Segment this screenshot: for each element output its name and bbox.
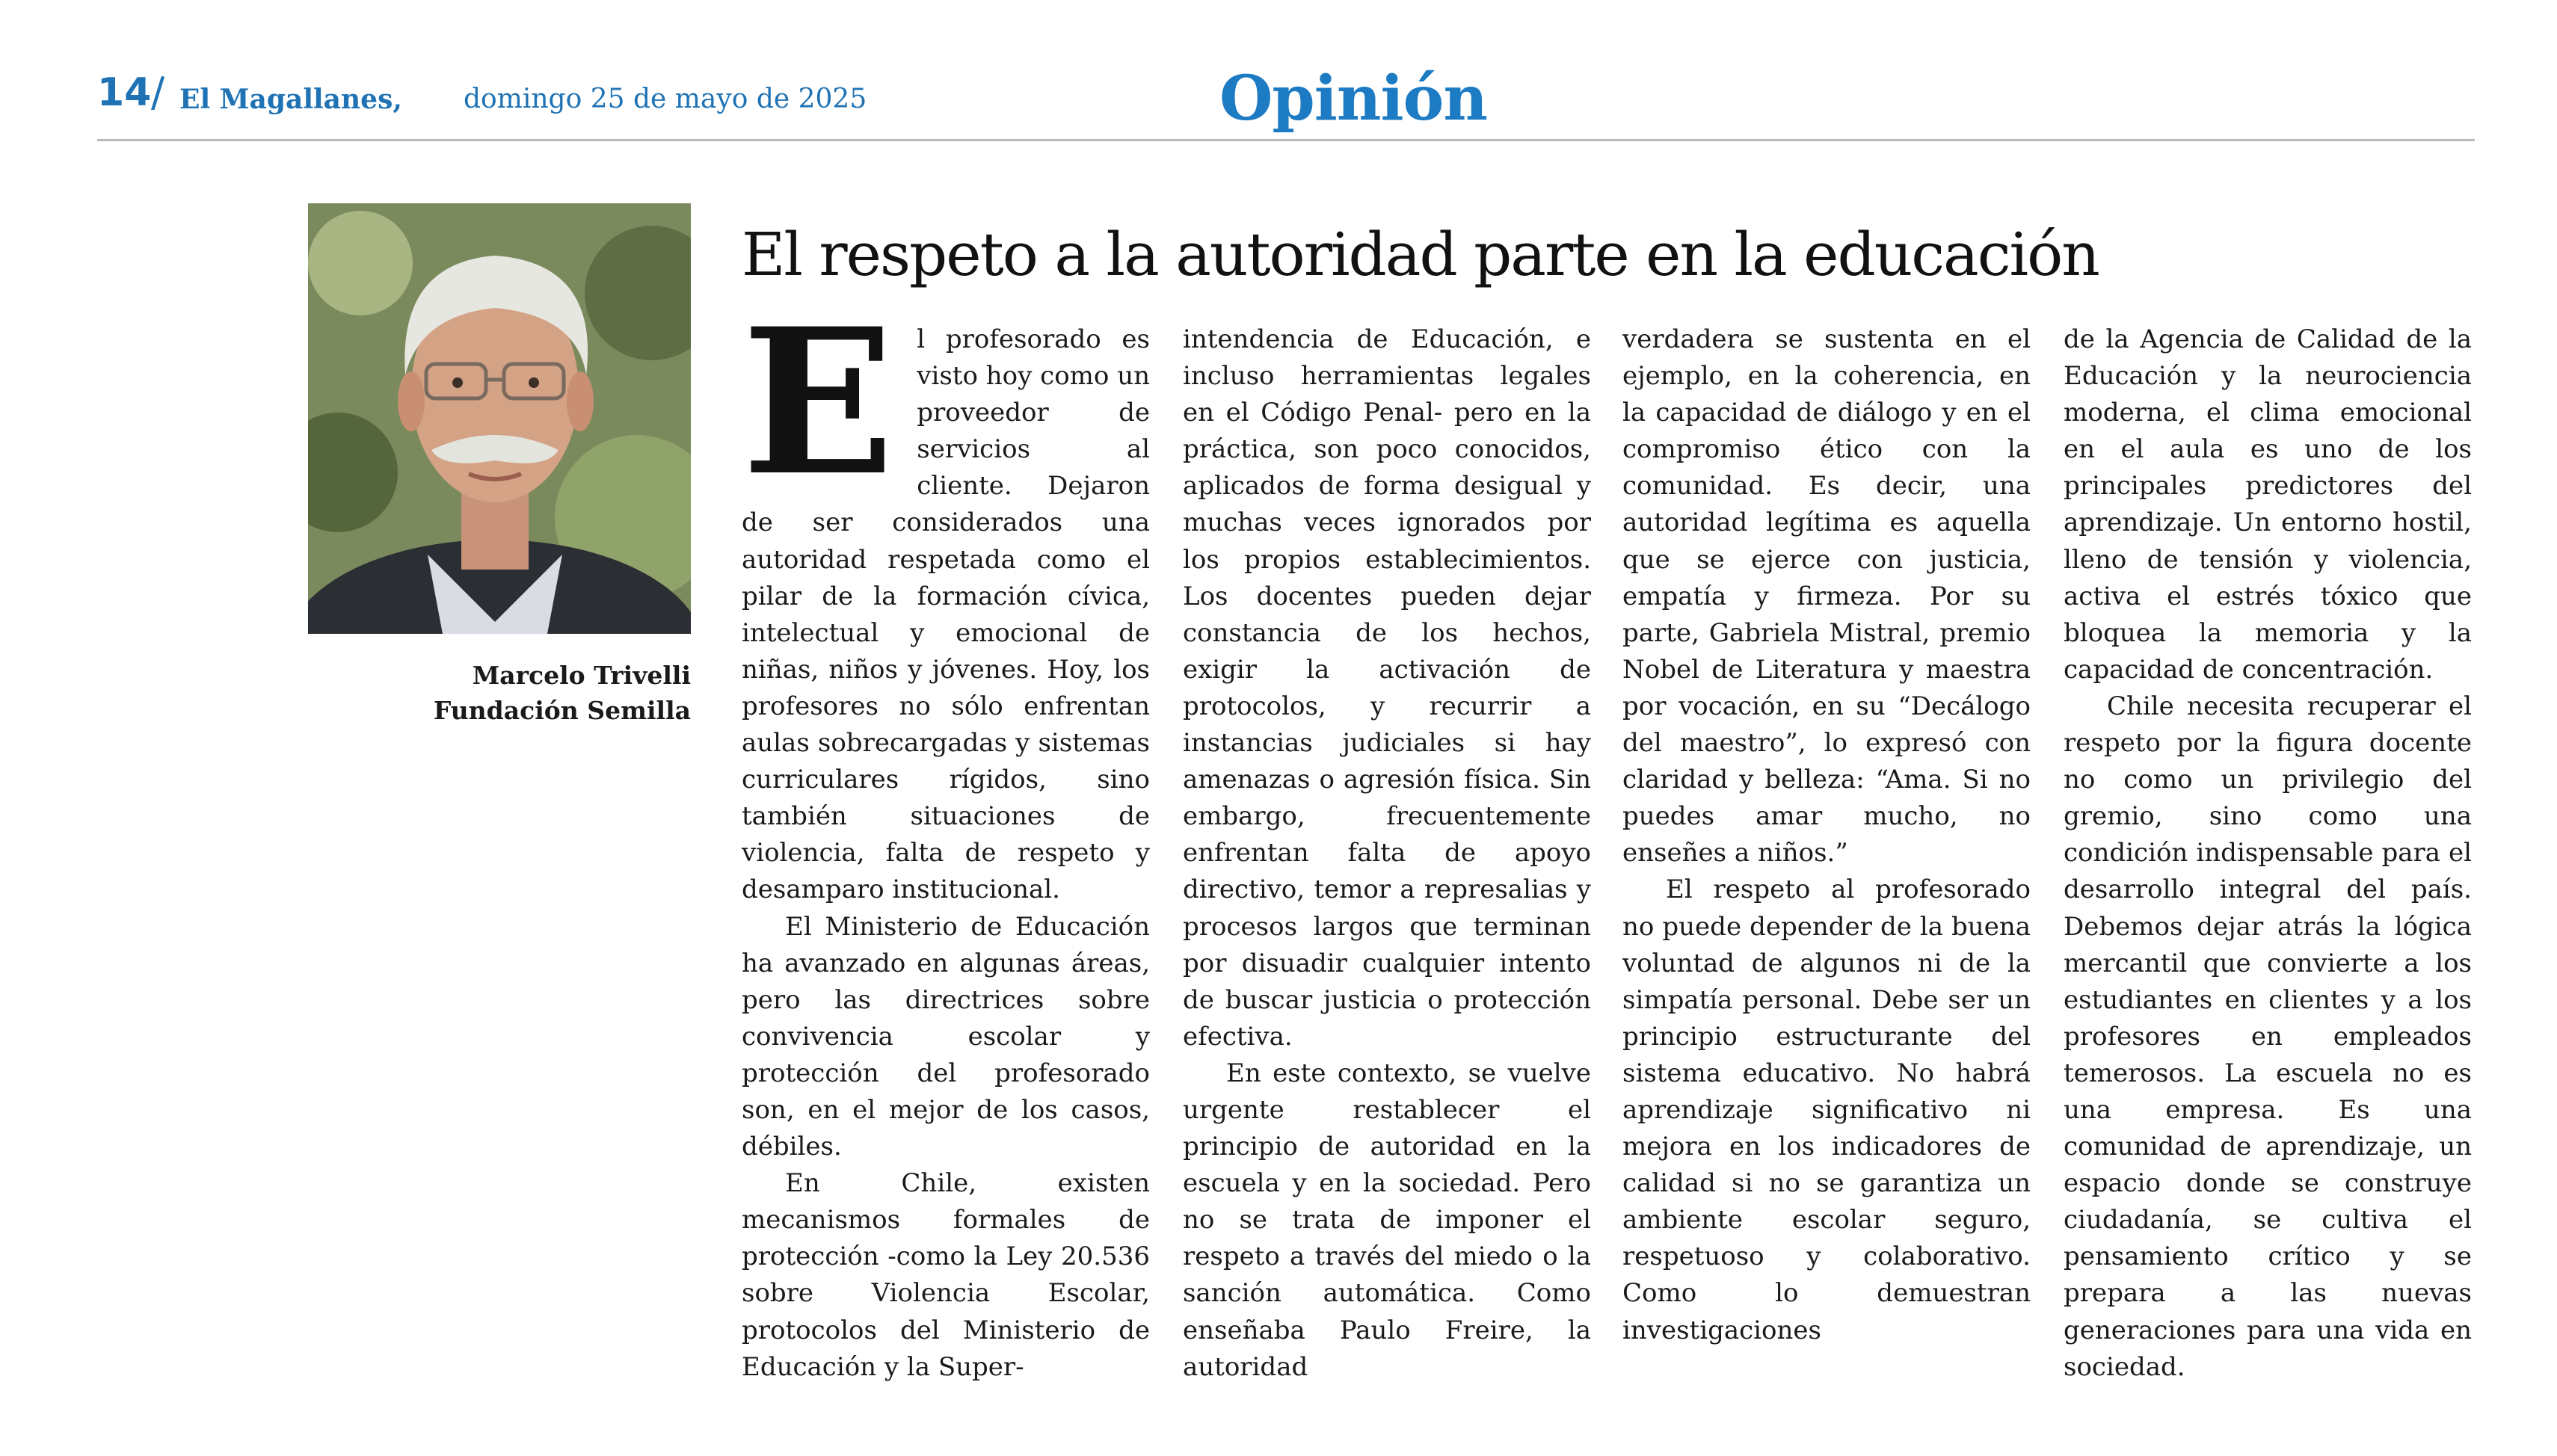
article-paragraph: El Ministerio de Educación ha avanzado en algunas áreas, pero las directrices sobre convivencia escolar y protección del profesorado son, en el mejor de los casos, débiles. (742, 911, 1150, 1162)
header-separator: / (151, 69, 165, 116)
author-photo (308, 203, 691, 634)
article-paragraph: En Chile, existen mecanismos formales de protección -como la Ley 20.536 sobre Violencia Escolar, protocolos del Ministerio de Educación y la Super- (742, 1168, 1150, 1382)
article-paragraph: de la Agencia de Calidad de la Educación y la neurociencia moderna, el clima emocional en el aula es uno de los principales predictores del aprendizaje. Un entorno hostil, lleno de tensión y violencia, activa el estrés tóxico que bloquea la memoria y la capacidad de concentración. (2064, 324, 2472, 685)
article-paragraph: Chile necesita recuperar el respeto por la figura docente no como un privilegio del gremio, sino como una condición indispensable para el desarrollo integral del país. Debemos dejar atrás la lógica mercantil que convierte a los estudiantes en clientes y a los profesores en empleados temerosos. La escuela no es una empresa. Es una comunidad de aprendizaje, un espacio donde se construye ciudadanía, se cultiva el pensamiento crítico y se prepara a las nuevas generaciones para una vida en sociedad. (2064, 691, 2472, 1382)
article-column-1 (742, 285, 1150, 1386)
article-headline: El respeto a la autoridad parte en la educación (742, 220, 2099, 289)
article-paragraph: verdadera se sustenta en el ejemplo, en la coherencia, en la capacidad de diálogo y en el compromiso ético con la comunidad. Es decir, una autoridad legítima es aquella que se ejerce con justicia, empatía y firmeza. Por su parte, Gabriela Mistral, premio Nobel de Literatura y maestra por vocación, en su “Decálogo del maestro”, lo expresó con claridad y belleza: “Ama. Si no puedes amar mucho, no enseñes a niños.” (1622, 324, 2031, 869)
section-title: Opinión (1219, 63, 1487, 135)
author-organization: Fundación Semilla (433, 696, 691, 725)
author-portrait-image (308, 203, 691, 634)
article-column-4 (2064, 321, 2472, 1386)
article-paragraph: En este contexto, se vuelve urgente restablecer el principio de autoridad en la escuela y en la sociedad. Pero no se trata de imponer el respeto a través del miedo o la sanción automática. Como enseñaba Paulo Freire, la autoridad (1183, 1058, 1591, 1382)
article-column-2 (1183, 321, 1591, 1386)
article-paragraph: El respeto al profesorado no puede depender de la buena voluntad de algunos ni de la simpatía personal. Debe ser un principio estructurante del sistema educativo. No habrá aprendizaje significativo ni mejora en los indicadores de calidad si no se garantiza un ambiente escolar seguro, respetuoso y colaborativo. Como lo demuestran investigaciones (1622, 874, 2031, 1345)
author-name: Marcelo Trivelli (472, 661, 691, 690)
page-header (97, 63, 2475, 138)
drop-cap: E (742, 285, 895, 520)
article-paragraph: l profesorado es visto hoy como un proveedor de servicios al cliente. Dejaron de ser considerados una autoridad respetada como el pilar de la formación cívica, intelectual y emocional de niñas, niños y jóvenes. Hoy, los profesores no sólo enfrentan aulas sobrecargadas y sistemas curriculares rígidos, sino también situaciones de violencia, falta de respeto y desamparo institucional. (742, 324, 1150, 905)
publication-date: domingo 25 de mayo de 2025 (464, 84, 867, 114)
article-paragraph: intendencia de Educación, e incluso herramientas legales en el Código Penal- pero en la práctica, son poco conocidos, aplicados de forma desigual y muchas veces ignorados por los propios establecimientos. Los docentes pueden dejar constancia de los hechos, exigir la activación de protocolos, y recurrir a instancias judiciales si hay amenazas o agresión física. Sin embargo, frecuentemente enfrentan falta de apoyo directivo, temor a represalias y procesos largos que terminan por disuadir cualquier intento de buscar justicia o protección efectiva. (1183, 324, 1591, 1052)
page-number: 14 (97, 70, 152, 115)
header-divider (97, 139, 2475, 141)
author-byline (308, 658, 691, 728)
article-column-3 (1622, 321, 2031, 1349)
newspaper-name: El Magallanes, (179, 84, 402, 115)
